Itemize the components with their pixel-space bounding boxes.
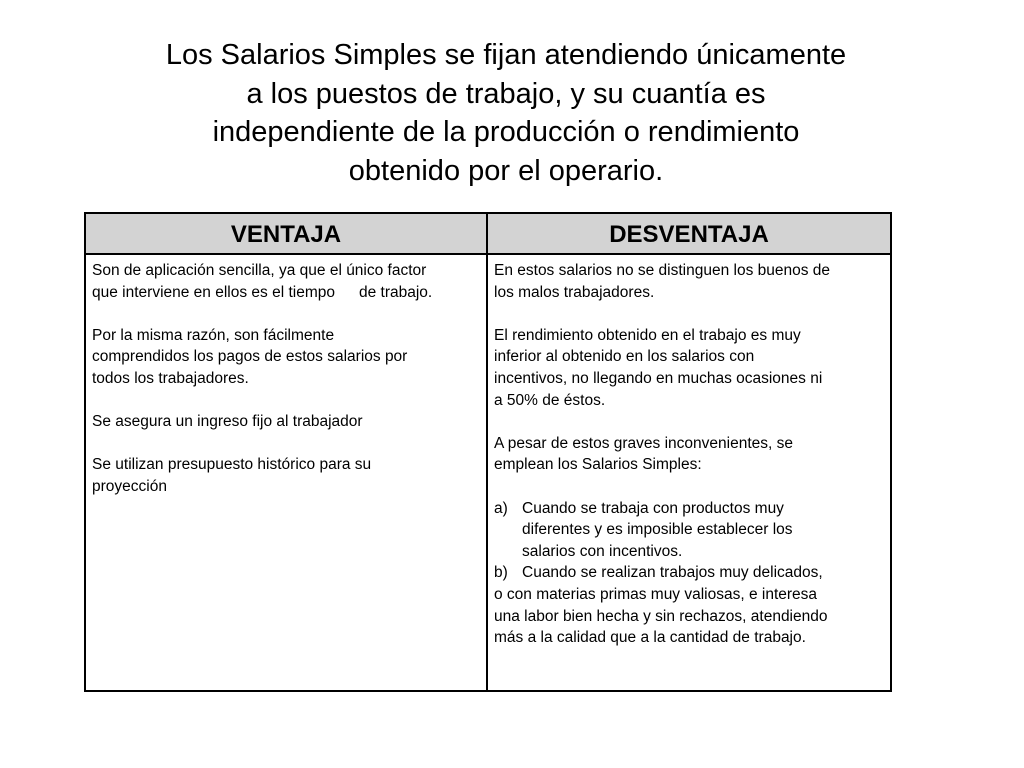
header-ventaja: VENTAJA: [86, 214, 488, 255]
ventaja-cell: [86, 255, 488, 692]
desventaja-cell: [488, 255, 890, 692]
ventaja-item: [92, 411, 480, 433]
text-line: A pesar de estos graves inconvenientes, se: [494, 434, 793, 452]
text-line: salarios con incentivos.: [522, 542, 683, 560]
list-marker: b): [494, 564, 508, 582]
text-line: más a la calidad que a la cantidad de trabajo.: [494, 629, 806, 647]
list-item-b: [494, 562, 884, 648]
desventaja-item: [494, 260, 884, 303]
desventaja-item: [494, 325, 884, 411]
text-line: [92, 282, 480, 304]
title-line: independiente de la producción o rendimiento: [212, 116, 800, 148]
text-line: diferentes y es imposible establecer los: [522, 521, 793, 539]
text-line: Se utilizan presupuesto histórico para su: [92, 456, 372, 474]
text-line: El rendimiento obtenido en el trabajo es muy: [494, 326, 801, 344]
text-line: En estos salarios no se distinguen los buenos de: [494, 262, 831, 279]
text-line: incentivos, no llegando en muchas ocasiones ni: [494, 369, 823, 387]
title-line: obtenido por el operario.: [348, 154, 664, 187]
list-item-a: [494, 498, 884, 563]
slide-title: [100, 36, 912, 190]
text-fragment: Cuando se realizan trabajos muy delicados,: [522, 564, 823, 582]
text-fragment: de trabajo.: [358, 283, 433, 301]
comparison-table: [84, 212, 892, 692]
text-line: Son de aplicación sencilla, ya que el único factor: [92, 262, 427, 279]
text-line: una labor bien hecha y sin rechazos, atendiendo: [494, 607, 828, 625]
ventaja-item: [92, 325, 480, 390]
title-line: a los puestos de trabajo, y su cuantía es: [246, 77, 766, 110]
text-line: emplean los Salarios Simples:: [494, 456, 702, 474]
text-line: inferior al obtenido en los salarios con: [494, 348, 755, 366]
text-line: Por la misma razón, son fácilmente: [92, 326, 335, 344]
text-line: [494, 498, 884, 520]
ventaja-item: [92, 454, 480, 497]
text-line: a 50% de éstos.: [494, 391, 606, 409]
text-line: comprendidos los pagos de estos salarios por: [92, 348, 408, 366]
list-marker: a): [494, 499, 508, 517]
text-line: proyección: [92, 477, 167, 495]
text-line: Se asegura un ingreso fijo al trabajador: [92, 413, 363, 431]
title-line: Los Salarios Simples se fijan atendiendo únicamente: [165, 39, 847, 71]
text-line: [494, 562, 884, 584]
text-line: o con materias primas muy valiosas, e interesa: [494, 585, 818, 603]
text-line: los malos trabajadores.: [494, 283, 655, 301]
desventaja-item: [494, 433, 884, 476]
text-fragment: Cuando se trabaja con productos muy: [522, 499, 784, 517]
text-fragment: que interviene en ellos es el tiempo: [92, 283, 335, 301]
ventaja-item: [92, 260, 480, 303]
text-line: todos los trabajadores.: [92, 369, 249, 387]
header-desventaja: DESVENTAJA: [488, 214, 890, 255]
